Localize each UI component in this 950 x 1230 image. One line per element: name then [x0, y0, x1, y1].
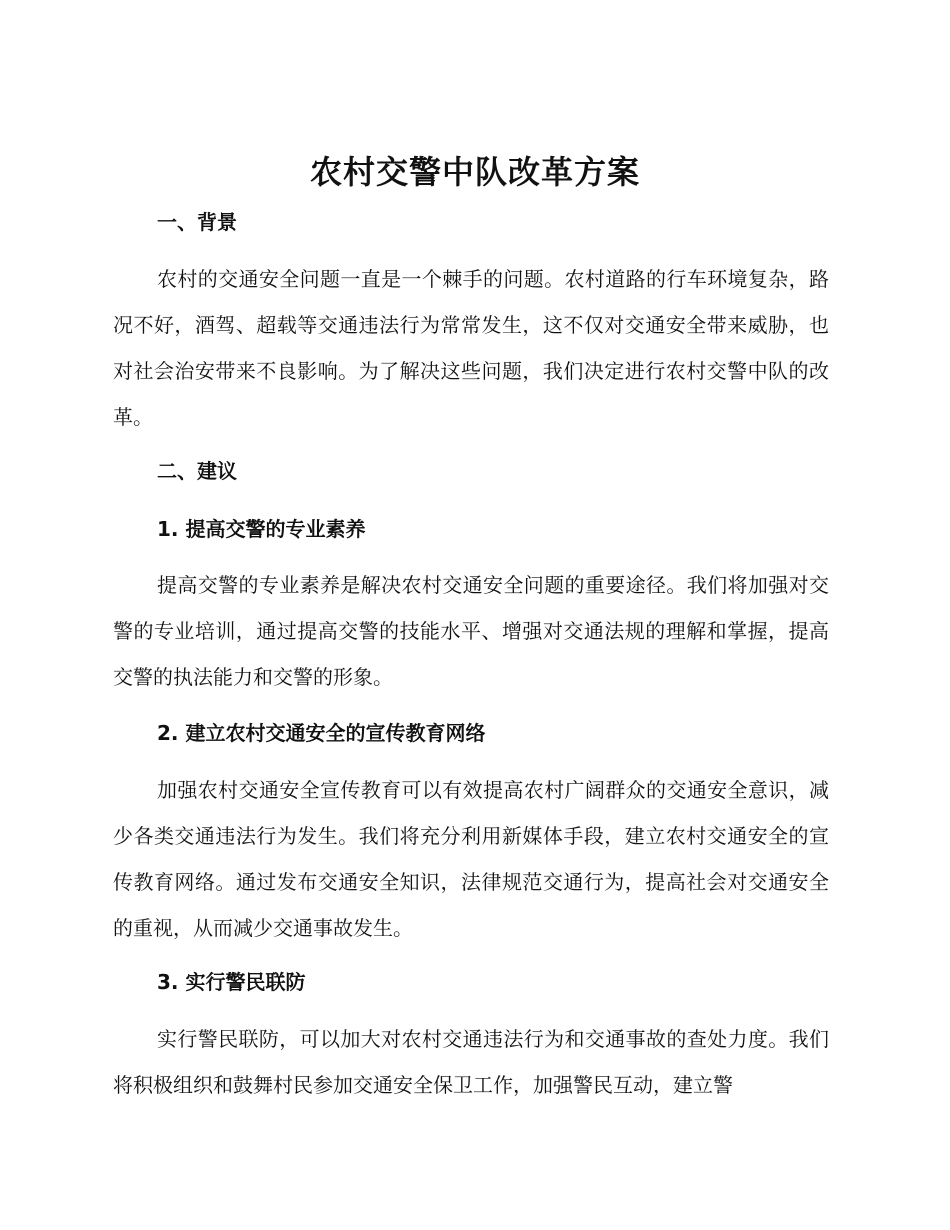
section-heading-suggestions: 二、建议 — [157, 459, 237, 483]
paragraph-subsection-2: 加强农村交通安全宣传教育可以有效提高农村广阔群众的交通安全意识，减少各类交通违法行为发生。我们将充分利用新媒体手段，建立农村交通安全的宣传教育网络。通过发布交通安全知识，法律规范交通行为，提高社会对交通安全的重视，从而减少交通事故发生。 — [113, 778, 829, 940]
paragraph-background: 农村的交通安全问题一直是一个棘手的问题。农村道路的行车环境复杂，路况不好，酒驾、超载等交通违法行为常常发生，这不仅对交通安全带来威胁，也对社会治安带来不良影响。为了解决这些问题，我们决定进行农村交警中队的改革。 — [113, 267, 829, 429]
paragraph-subsection-3: 实行警民联防，可以加大对农村交通违法行为和交通事故的查处力度。我们将积极组织和鼓舞村民参加交通安全保卫工作，加强警民互动，建立警 — [113, 1027, 829, 1097]
section-heading-background: 一、背景 — [157, 210, 237, 234]
document-title: 农村交警中队改革方案 — [309, 153, 640, 191]
subsection-heading-3: 3. 实行警民联防 — [157, 970, 306, 994]
paragraph-subsection-1: 提高交警的专业素养是解决农村交通安全问题的重要途径。我们将加强对交警的专业培训，通过提高交警的技能水平、增强对交通法规的理解和掌握，提高交警的执法能力和交警的形象。 — [113, 573, 829, 689]
subsection-heading-1: 1. 提高交警的专业素养 — [157, 517, 366, 541]
subsection-heading-2: 2. 建立农村交通安全的宣传教育网络 — [157, 721, 486, 745]
